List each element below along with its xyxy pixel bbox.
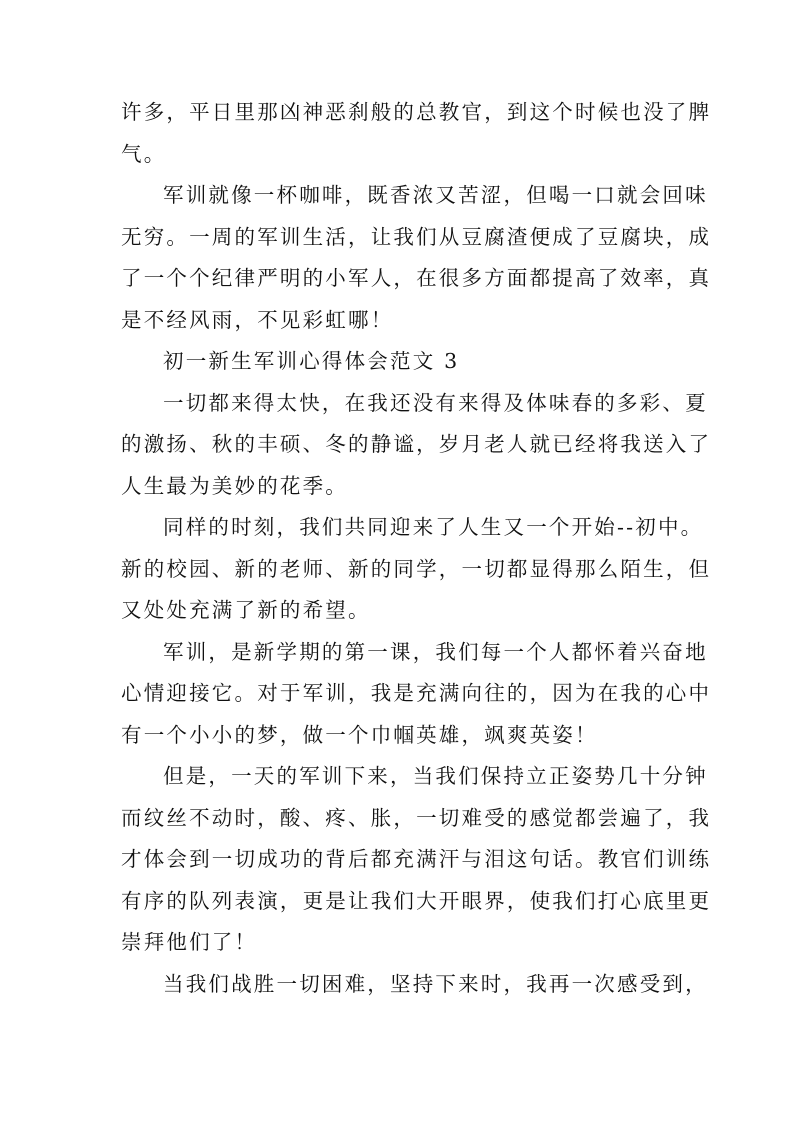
text-line: 气。: [121, 141, 167, 166]
text-line: 崇拜他们了！: [121, 930, 258, 954]
paragraph-first-line: 当我们战胜一切困难，坚持下来时，我再一次感受到，: [163, 971, 708, 996]
document-page: [121, 92, 712, 1005]
text-line: 又处处充满了新的希望。: [121, 598, 371, 622]
paragraph-first-line: 军训就像一杯咖啡，既香浓又苦涩，但喝一口就会回味: [163, 183, 708, 207]
paragraph-first-line: 军训，是新学期的第一课，我们每一个人都怀着兴奋地: [163, 639, 708, 664]
text-line: 是不经风雨，不见彩虹哪！: [121, 307, 394, 332]
text-line: 新的校园、新的老师、新的同学，一切都显得那么陌生，但: [121, 556, 712, 581]
text-line: 无穷。一周的军训生活，让我们从豆腐渣便成了豆腐块，成: [121, 224, 712, 249]
text-line: 心情迎接它。对于军训，我是充满向往的，因为在我的心中: [121, 681, 712, 705]
text-line: 才体会到一切成功的背后都充满汗与泪这句话。教官们训练: [121, 847, 712, 871]
text-line: 许多，平日里那凶神恶刹般的总教官，到这个时候也没了脾: [121, 100, 712, 124]
section-heading: 初一新生军训心得体会范文 3: [163, 349, 460, 373]
text-line: 人生最为美妙的花季。: [121, 473, 348, 498]
text-line: 了一个个纪律严明的小军人，在很多方面都提高了效率，真: [121, 266, 712, 290]
paragraph-first-line: 一切都来得太快，在我还没有来得及体味春的多彩、夏: [163, 390, 708, 415]
paragraph-first-line: 但是，一天的军训下来，当我们保持立正姿势几十分钟: [163, 764, 708, 788]
text-line: 而纹丝不动时，酸、疼、胀，一切难受的感觉都尝遍了，我: [121, 805, 712, 830]
text-line: 有序的队列表演，更是让我们大开眼界，使我们打心底里更: [121, 888, 712, 913]
text-line: 有一个小小的梦，做一个巾帼英雄，飒爽英姿！: [121, 722, 598, 747]
paragraph-first-line: 同样的时刻，我们共同迎来了人生又一个开始--初中。: [163, 515, 704, 539]
text-line: 的激扬、秋的丰硕、冬的静谧，岁月老人就已经将我送入了: [121, 432, 712, 456]
